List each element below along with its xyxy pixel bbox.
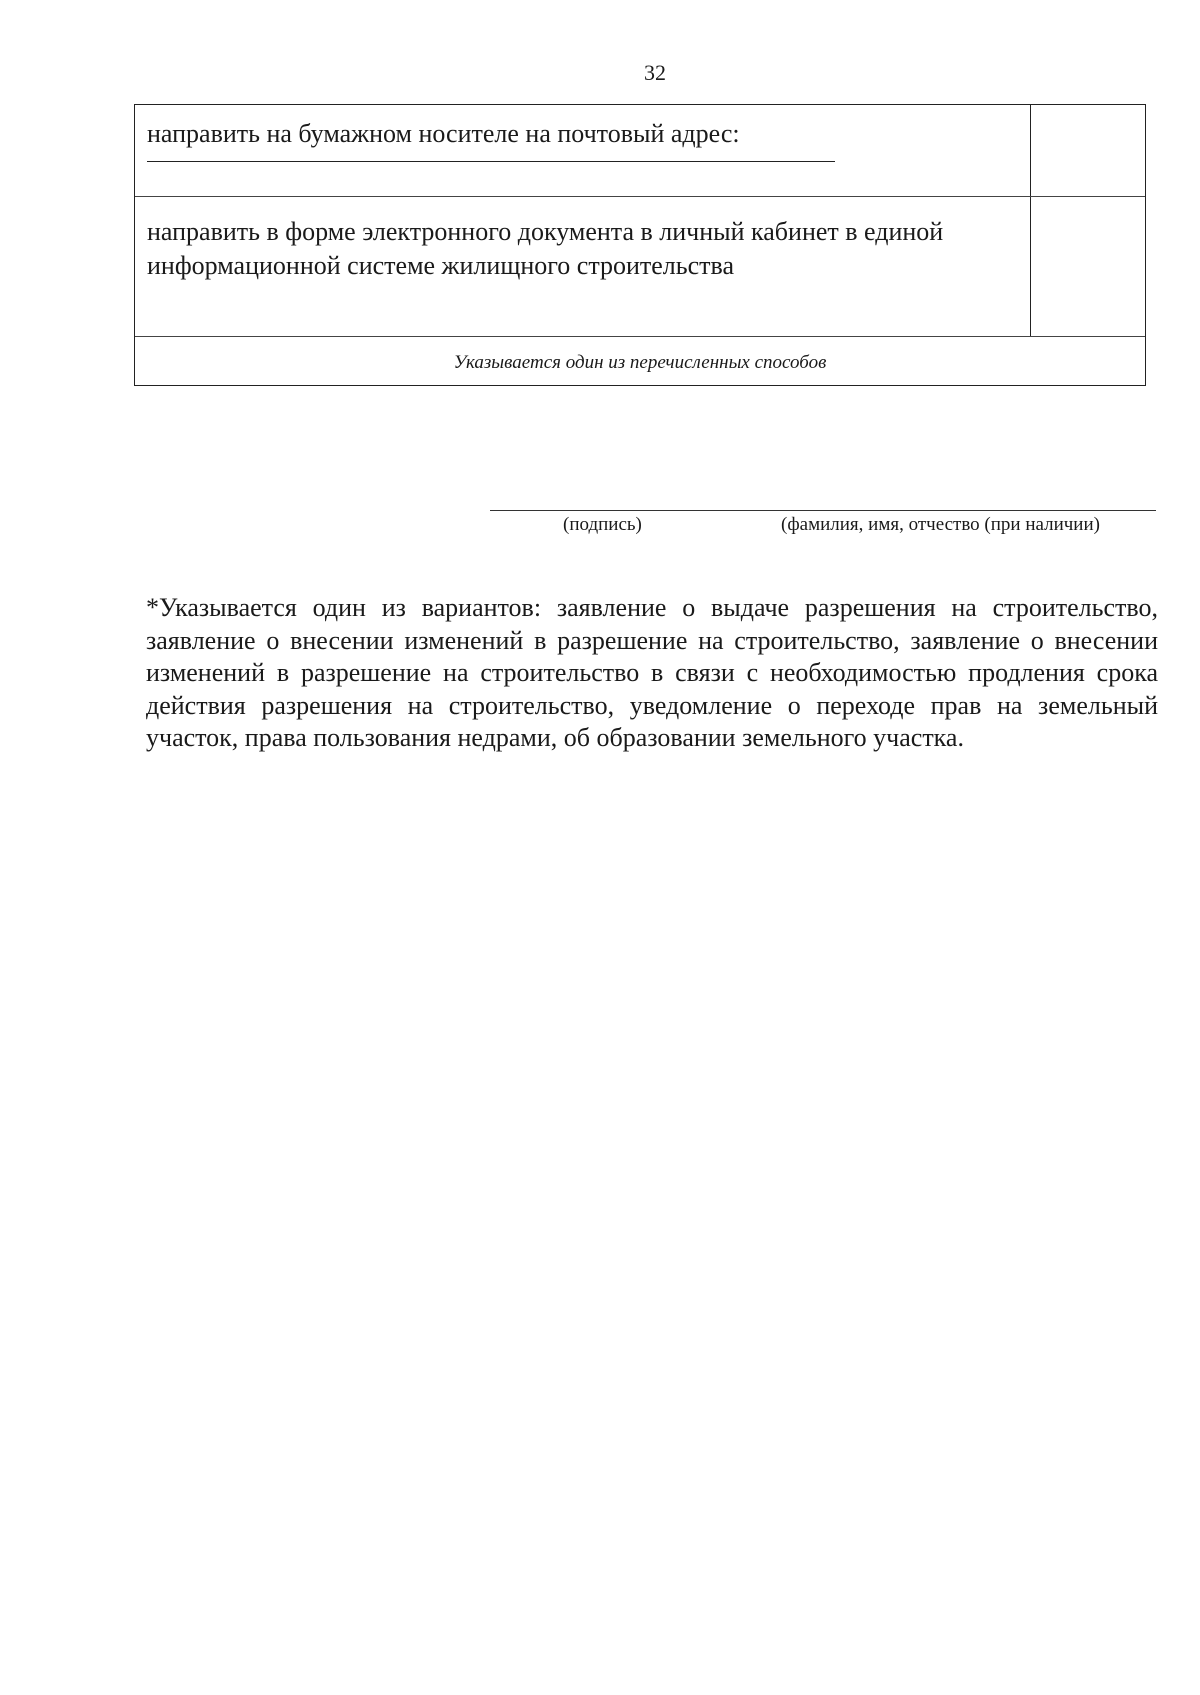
post-option-row [135,105,1145,197]
postal-address-line [147,157,835,162]
full-name-caption: (фамилия, имя, отчество (при наличии) [781,514,1100,535]
electronic-option-label: направить в форме электронного документа в личный кабинет в единой информационной системе жилищного строительства [135,197,1031,336]
post-option-label: направить на бумажном носителе на почтовый адрес: [147,119,740,148]
signature-line [490,510,1156,511]
page-number: 32 [644,60,666,85]
signature-caption: (подпись) [563,514,642,535]
delivery-options-table [134,104,1146,386]
post-option-checkbox-cell[interactable] [1031,105,1145,196]
electronic-option-row [135,197,1145,337]
options-note: Указывается один из перечисленных способов [453,352,827,373]
electronic-option-checkbox-cell[interactable] [1031,197,1145,336]
footnote: *Указывается один из вариантов: заявление о выдаче разрешения на строительство, заявление о внесении изменений в разрешение на строительство, заявление о внесении изменений в разрешение на строительство в связи с необходимостью продления срока действия разрешения на строительство, уведомление о переходе прав на земельный участок, права пользования недрами, об образовании земельного участка. [146,593,1158,752]
